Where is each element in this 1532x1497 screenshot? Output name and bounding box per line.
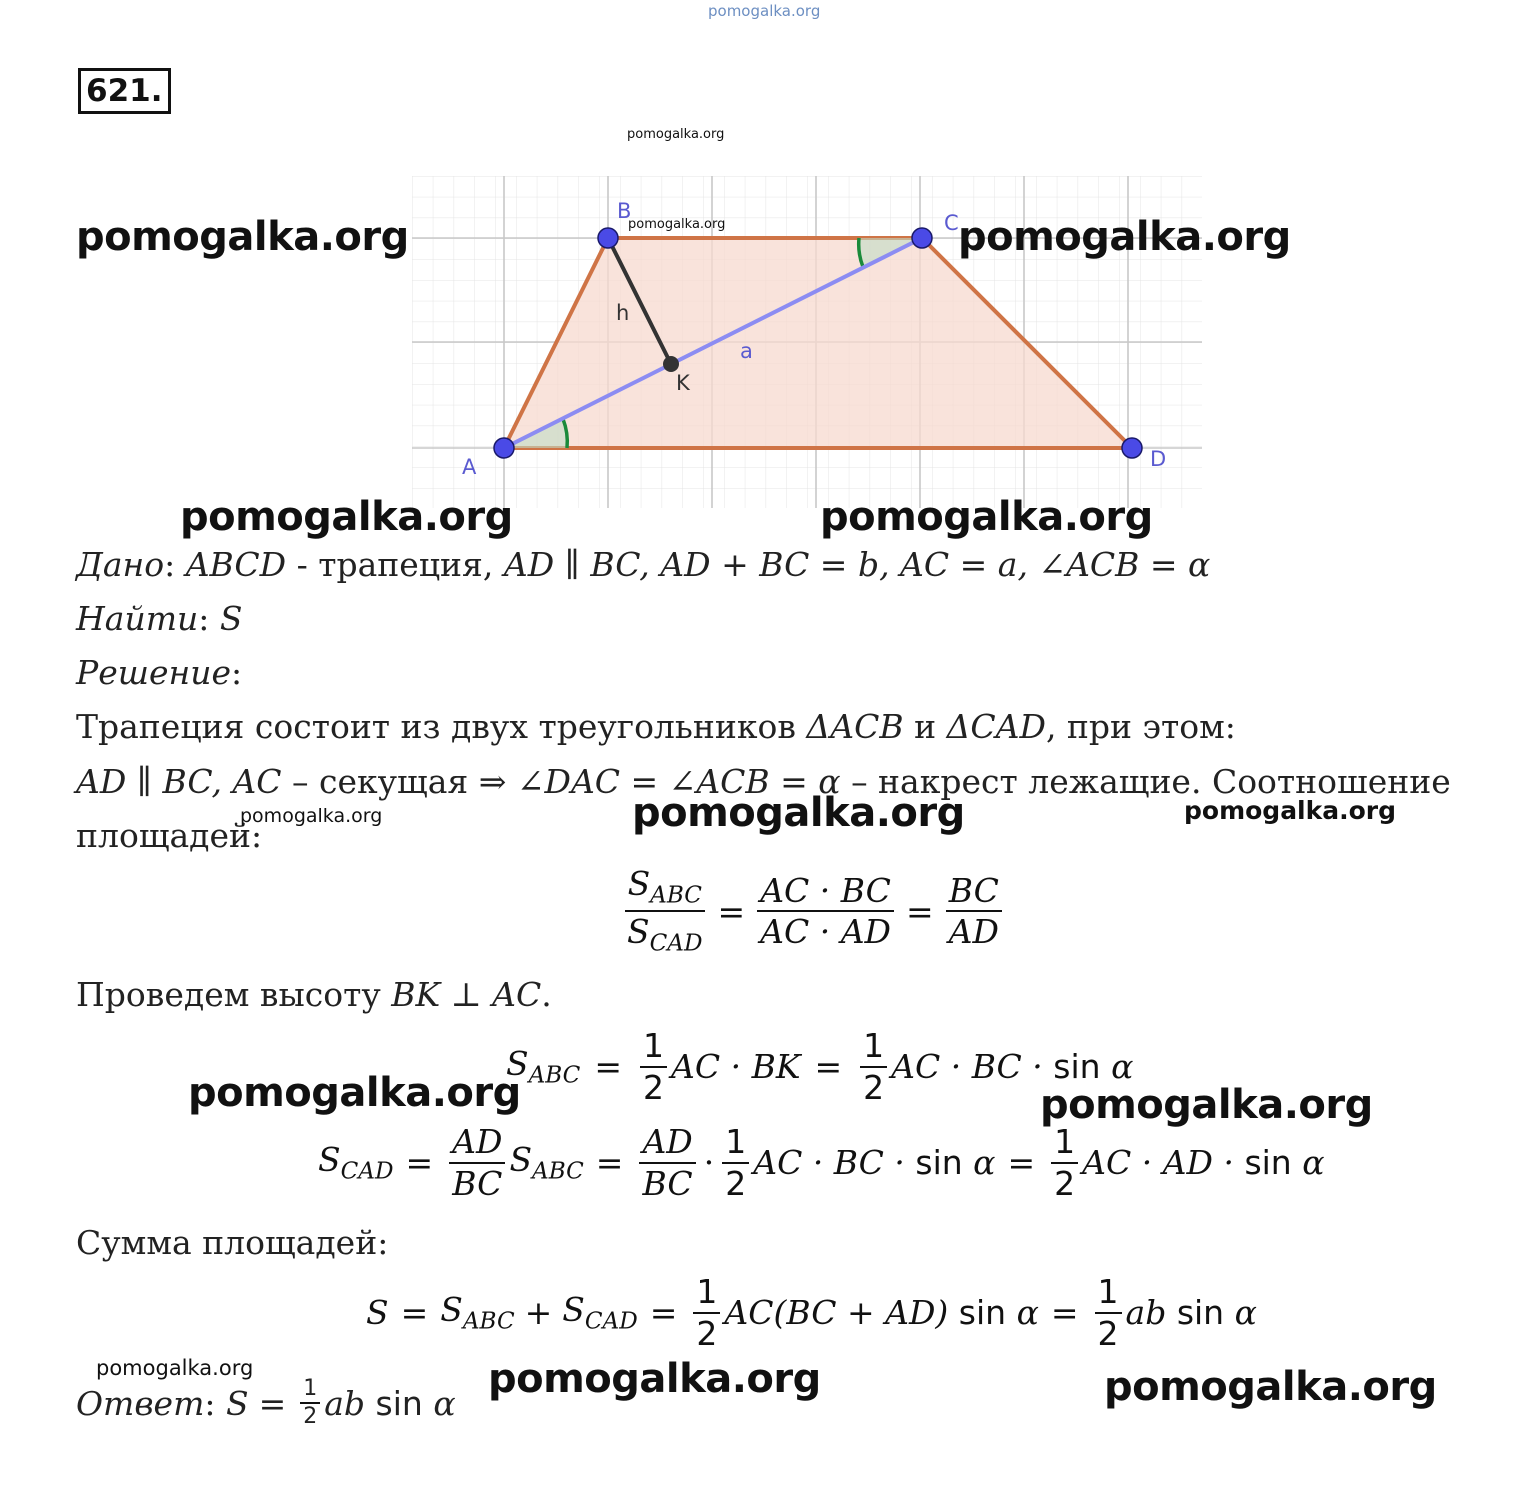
given-dash: - трапеция, (286, 545, 504, 584)
answer-label: Ответ (76, 1383, 205, 1423)
paragraph-4 (76, 975, 552, 1014)
answer-s: S (225, 1383, 249, 1423)
eq1-sub-cad: CAD (649, 930, 703, 957)
eq3-one-b: 1 (1051, 1122, 1078, 1164)
p1-text2: , при этом: (1045, 707, 1236, 746)
eq4-sub2: CAD (584, 1308, 638, 1335)
given-figure: ABCD (185, 545, 287, 584)
watermark-bottom-left: pomogalka.org (180, 494, 513, 540)
paragraph-5: Сумма площадей: (76, 1223, 389, 1262)
solution-line: Решение: (76, 653, 243, 692)
answer-two: 2 (303, 1404, 318, 1430)
label-k: K (676, 371, 690, 395)
eq2-two-a: 2 (643, 1067, 665, 1107)
find-label: Найти (76, 599, 199, 638)
watermark-caption: pomogalka.org (627, 127, 725, 142)
eq2-one-a: 1 (640, 1026, 667, 1068)
eq1-den2: AC · AD (760, 912, 891, 952)
find-what: S (219, 599, 243, 638)
eq2-one-b: 1 (860, 1026, 887, 1068)
equation-area-ratio: $\frac{S_{ABC}}{S_{CAD}}$ = $\frac{AC \cdot BC}{AC \cdot AD}$ = $\frac{BC}{AD}$ (620, 864, 1006, 959)
paragraph-3: площадей: (76, 816, 263, 855)
eq4-s1: S (440, 1290, 463, 1330)
p1-text1: Трапеция состоит из двух треугольников (76, 707, 807, 746)
eq4-two-a: 2 (696, 1313, 718, 1353)
watermark-bottom-right: pomogalka.org (820, 494, 1153, 540)
answer-line: Ответ : S = $\frac{1}{2}$ ab sin α (76, 1376, 456, 1430)
point-a (494, 438, 514, 458)
p2-math2: ∠DAC = ∠ACB = α (516, 762, 841, 801)
eq4-s2: S (562, 1290, 585, 1330)
eq3-mid: AC · BC · (753, 1143, 916, 1183)
label-b: B (617, 199, 632, 223)
label-diag-a: a (740, 339, 753, 363)
point-c (912, 228, 932, 248)
eq3-one-a: 1 (722, 1122, 749, 1164)
p1-triangle2: ΔCAD (946, 707, 1046, 746)
eq3-end: AC · AD · (1082, 1143, 1245, 1183)
eq3-fn-a: AD (449, 1122, 505, 1164)
eq2-alpha: α (1111, 1047, 1134, 1087)
eq4-two-b: 2 (1097, 1313, 1119, 1353)
given-line: Дано: ABCD - трапеция, AD ∥ BC, AD + BC = b, AC = a, ∠ACB = α (76, 545, 1211, 584)
eq3-alpha-a: α (973, 1143, 996, 1183)
watermark-answer-small: pomogalka.org (96, 1356, 254, 1380)
watermark-answer-center: pomogalka.org (488, 1356, 821, 1402)
p1-triangle1: ΔACB (806, 707, 904, 746)
equation-s-abc: $S_{ABC}$ = $\frac{1}{2}$ AC · BK = $\frac{1}{2}$ AC · BC · sin α (506, 1026, 1134, 1107)
eq3-alpha-b: α (1302, 1143, 1325, 1183)
answer-alpha: α (433, 1383, 456, 1423)
label-c: C (944, 211, 959, 235)
eq3-sin-b: sin (1244, 1143, 1292, 1183)
site-header: pomogalka.org (708, 2, 821, 20)
eq1-num2: AC · BC (757, 871, 894, 913)
eq3-fd-a: BC (452, 1163, 503, 1203)
eq2-part1: AC · BK (671, 1047, 801, 1087)
p4-math: BK ⊥ AC (391, 975, 542, 1014)
find-line: Найти: S (76, 599, 243, 638)
label-a: A (462, 455, 477, 479)
point-k (663, 356, 679, 372)
watermark-answer-right: pomogalka.org (1104, 1364, 1437, 1410)
p4-dot: . (541, 975, 552, 1014)
eq2-sin: sin (1053, 1047, 1101, 1087)
eq4-sin-a: sin (958, 1293, 1007, 1333)
p1-and: и (903, 707, 947, 746)
eq2-sub: ABC (528, 1062, 581, 1089)
eq2-lhs: S (506, 1044, 529, 1084)
eq1-s-cad: S (627, 912, 650, 952)
eq4-one-a: 1 (693, 1272, 720, 1314)
eq3-sub: CAD (340, 1158, 394, 1185)
eq4-alpha-a: α (1016, 1293, 1039, 1333)
p4-text: Проведем высоту (76, 975, 392, 1014)
answer-sin: sin (375, 1383, 423, 1423)
given-conditions: AD ∥ BC, AD + BC = b, AC = a, ∠ACB = α (503, 545, 1211, 584)
eq3-s2: S (509, 1140, 533, 1180)
answer-ab: ab (324, 1383, 376, 1423)
equation-s-cad: $S_{CAD}$ = $\frac{AD}{BC}$ $S_{ABC}$ = $\frac{AD}{BC}$ · $\frac{1}{2}$ AC · BC · sin α = $\frac{1}{2}$ AC · AD · sin α (318, 1122, 1325, 1203)
problem-number: 621. (78, 68, 171, 114)
eq1-num3: BC (946, 871, 1002, 913)
eq2-part2: AC · BC · (891, 1047, 1054, 1087)
equation-sum: S = $S_{ABC}$ + $S_{CAD}$ = $\frac{1}{2}$ AC(BC + AD) sin α = $\frac{1}{2}$ ab sin α (366, 1272, 1257, 1353)
point-d (1122, 438, 1142, 458)
eq4-end: ab (1125, 1293, 1177, 1333)
eq4-alpha-b: α (1234, 1293, 1257, 1333)
watermark-mid-center: pomogalka.org (632, 790, 965, 836)
eq1-den3: AD (948, 912, 999, 952)
eq3-sin-a: sin (915, 1143, 963, 1183)
eq4-one-b: 1 (1095, 1272, 1122, 1314)
eq3-fd-b: BC (642, 1163, 693, 1203)
p2-text1: – секущая ⇒ (281, 762, 517, 801)
eq2-two-b: 2 (863, 1067, 885, 1107)
p2-math1: AD ∥ BC, AC (76, 762, 282, 801)
eq4-s: S (366, 1293, 389, 1333)
watermark-formula-right: pomogalka.org (1040, 1082, 1373, 1128)
eq3-two-a: 2 (725, 1163, 747, 1203)
answer-one: 1 (300, 1376, 320, 1404)
watermark-mid-small: pomogalka.org (240, 805, 383, 827)
eq3-lhs: S (318, 1140, 341, 1180)
label-d: D (1150, 447, 1167, 471)
watermark-diagram: pomogalka.org (628, 217, 726, 232)
eq1-sub-abc: ABC (650, 882, 702, 909)
eq1-s-abc: S (627, 864, 651, 903)
eq4-sub1: ABC (462, 1308, 515, 1335)
solution-label: Решение (76, 653, 232, 692)
point-b (598, 228, 618, 248)
eq3-two-b: 2 (1054, 1163, 1076, 1203)
watermark-mid-right: pomogalka.org (1184, 796, 1397, 825)
given-label: Дано (76, 545, 165, 584)
eq3-fn-b: AD (639, 1122, 695, 1164)
label-h: h (616, 301, 630, 325)
p2-text2: – накрест лежащие. Соотношение (840, 762, 1451, 801)
eq4-sin-b: sin (1176, 1293, 1225, 1333)
watermark-left-top: pomogalka.org (76, 214, 409, 260)
eq3-sub2: ABC (532, 1158, 584, 1185)
watermark-right-top: pomogalka.org (958, 214, 1291, 260)
paragraph-1 (76, 707, 1236, 746)
eq4-mid: AC(BC + AD) (724, 1293, 959, 1333)
watermark-formula-left: pomogalka.org (188, 1070, 521, 1116)
